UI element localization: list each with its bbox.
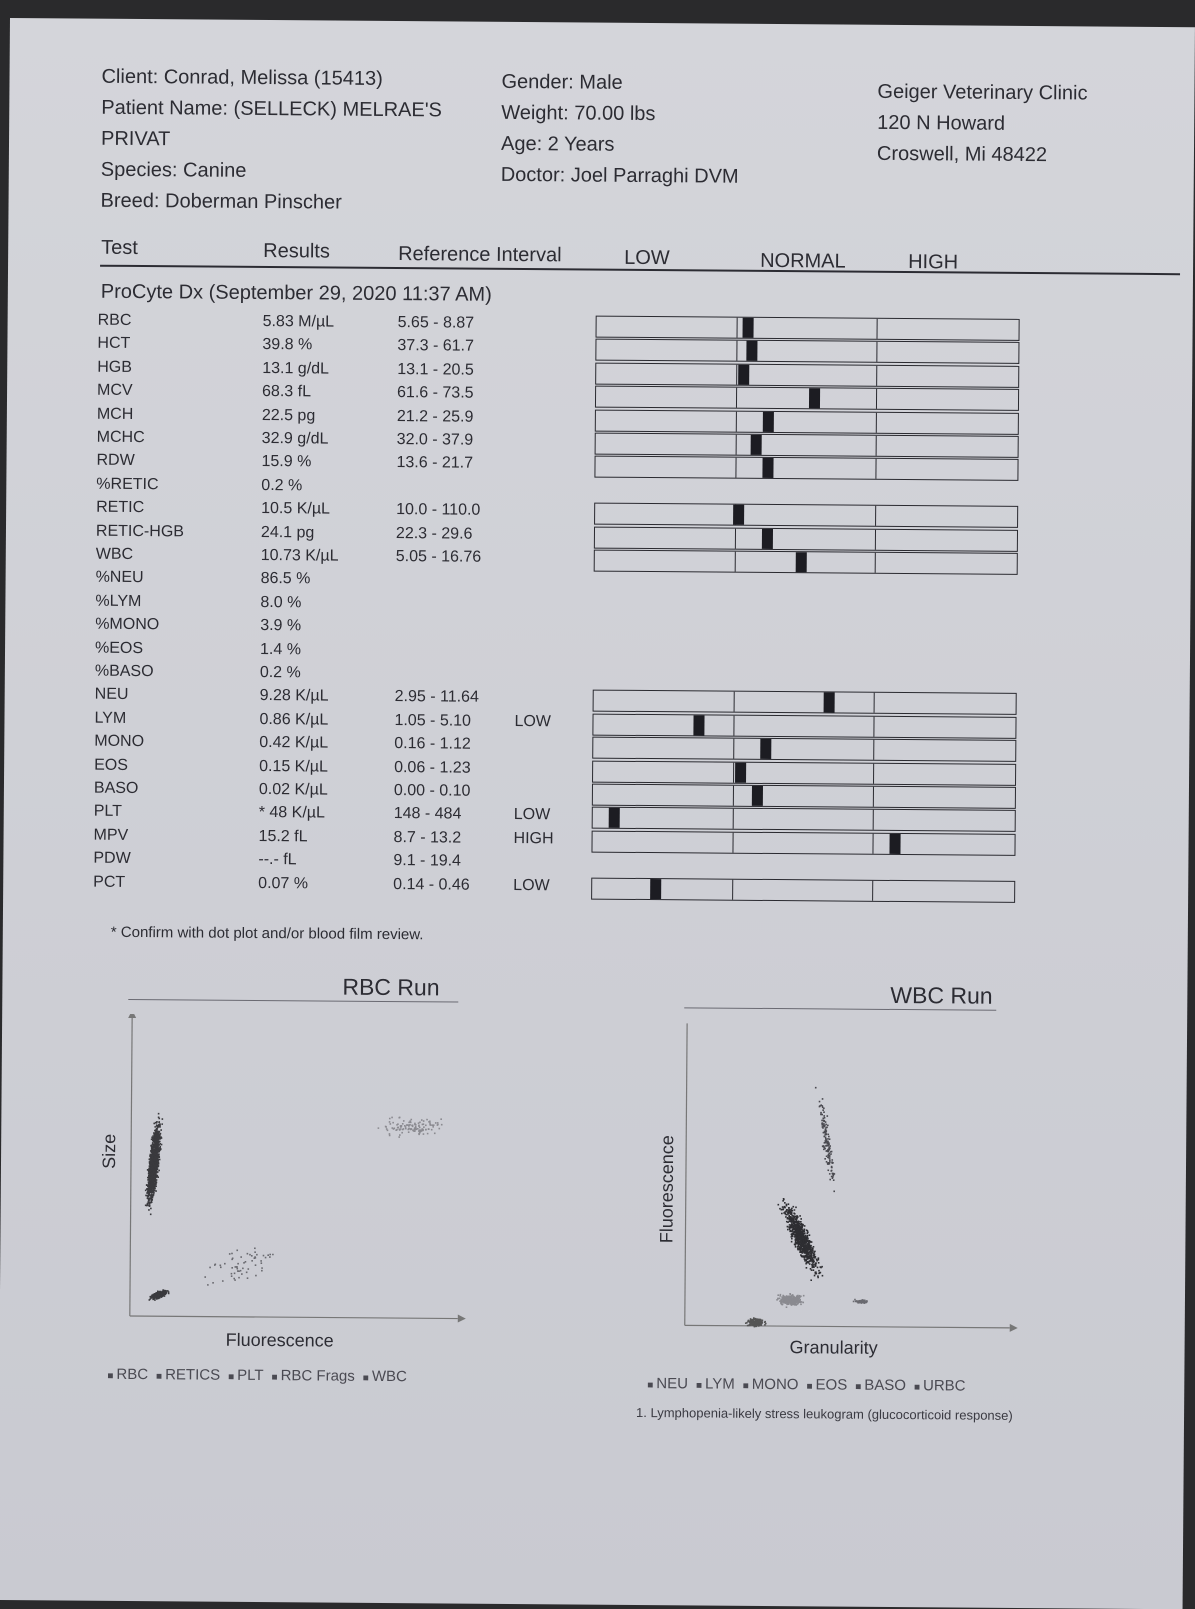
test-result: 1.4 % <box>259 640 302 658</box>
range-marker <box>752 786 763 806</box>
clinic-info <box>877 77 1088 172</box>
range-marker <box>795 552 806 572</box>
test-result: 8.0 % <box>260 593 302 612</box>
test-result: 24.1 pg <box>260 523 315 541</box>
test-result: 0.2 % <box>261 476 303 495</box>
clinic-street: 120 N Howard <box>877 111 1006 135</box>
legend-swatch: ■ <box>742 1380 749 1392</box>
test-name: RBC <box>97 311 132 329</box>
test-result: --.- fL <box>258 851 297 869</box>
test-result: 86.5 % <box>260 570 311 588</box>
range-marker <box>762 529 773 549</box>
clinic-name: Geiger Veterinary Clinic <box>877 80 1088 105</box>
range-marker <box>609 808 620 828</box>
test-name: MCH <box>96 405 134 423</box>
range-bar <box>592 713 1016 738</box>
col-header-reference: Reference Interval <box>398 243 562 267</box>
result-flag: LOW <box>513 876 550 894</box>
test-result: 0.42 K/µL <box>259 734 329 752</box>
age: Age: 2 Years <box>500 132 615 156</box>
wbc-run-title: WBC Run <box>890 981 993 1009</box>
wbc-x-axis-label: Granularity <box>789 1337 878 1358</box>
range-bar <box>592 807 1016 832</box>
reference-interval: 0.16 - 1.12 <box>394 735 471 753</box>
species: Species: Canine <box>100 158 247 182</box>
range-marker <box>693 715 704 735</box>
test-name: LYM <box>94 709 127 727</box>
rbc-dot-plot <box>100 1014 473 1337</box>
doctor: Doctor: Joel Parraghi DVM <box>500 163 739 188</box>
test-name: BASO <box>93 779 139 798</box>
patient-info <box>501 67 740 193</box>
test-result: * 48 K/µL <box>258 804 325 822</box>
col-header-high: HIGH <box>908 251 959 274</box>
result-flag: HIGH <box>513 829 554 848</box>
legend-swatch: ■ <box>362 1372 369 1384</box>
reference-interval: 9.1 - 19.4 <box>393 852 462 870</box>
test-result: 39.8 % <box>262 336 313 354</box>
legend-label: MONO <box>751 1375 799 1394</box>
range-bar <box>592 737 1016 762</box>
col-header-normal: NORMAL <box>760 249 846 273</box>
reference-interval: 22.3 - 29.6 <box>395 524 473 543</box>
range-marker <box>824 693 835 713</box>
range-bar <box>595 362 1019 387</box>
test-result: 15.9 % <box>261 453 312 471</box>
test-result: 3.9 % <box>260 617 302 635</box>
legend-label: PLT <box>237 1366 264 1385</box>
range-marker <box>760 739 771 759</box>
range-bar <box>594 503 1018 528</box>
legend-swatch: ■ <box>855 1381 862 1393</box>
reference-interval: 21.2 - 25.9 <box>396 407 474 426</box>
test-name: NEU <box>94 686 129 704</box>
test-result: 68.3 fL <box>262 383 312 401</box>
reference-interval: 10.0 - 110.0 <box>396 501 481 519</box>
test-result: 10.73 K/µL <box>260 546 339 565</box>
reference-interval: 0.00 - 0.10 <box>393 782 471 800</box>
result-flag: LOW <box>513 806 551 824</box>
test-name: WBC <box>95 545 134 563</box>
rbc-legend <box>107 1366 407 1385</box>
test-name: %EOS <box>94 639 144 657</box>
reference-interval: 5.65 - 8.87 <box>397 314 475 332</box>
legend-swatch: ■ <box>271 1372 278 1384</box>
range-marker <box>650 879 661 899</box>
test-name: MPV <box>93 826 129 844</box>
test-name: RETIC <box>96 498 145 517</box>
range-bar <box>595 339 1019 364</box>
col-header-low: LOW <box>624 246 670 270</box>
range-bar <box>595 409 1019 434</box>
test-name: RDW <box>96 452 135 470</box>
legend-label: RBC Frags <box>280 1367 355 1385</box>
test-name: HCT <box>97 335 131 353</box>
range-bar <box>594 526 1018 551</box>
rbc-run-title: RBC Run <box>342 973 440 1001</box>
test-result: 0.15 K/µL <box>259 757 329 776</box>
weight: Weight: 70.00 lbs <box>501 101 656 126</box>
test-name: MCV <box>97 381 133 400</box>
range-bar <box>593 690 1017 715</box>
test-result: 0.07 % <box>258 874 309 892</box>
reference-interval: 61.6 - 73.5 <box>397 384 474 402</box>
test-result: 32.9 g/dL <box>261 429 329 448</box>
legend-label: BASO <box>864 1376 907 1395</box>
test-result: 22.5 pg <box>261 406 316 425</box>
legend-swatch: ■ <box>107 1370 114 1382</box>
reference-interval: 37.3 - 61.7 <box>397 337 475 356</box>
test-result: 15.2 fL <box>258 827 308 846</box>
legend-swatch: ■ <box>913 1382 921 1394</box>
range-bar <box>592 784 1016 809</box>
wbc-dot-plot <box>660 1021 1033 1344</box>
patient-name-cont: PRIVAT <box>100 127 171 151</box>
test-name: %MONO <box>95 615 160 634</box>
test-name: HGB <box>97 358 132 376</box>
test-result: 0.86 K/µL <box>259 710 329 729</box>
test-name: %LYM <box>95 592 142 610</box>
clinic-city: Croswell, Mi 48422 <box>876 142 1048 167</box>
range-bar <box>595 386 1019 411</box>
test-name: PDW <box>93 849 131 868</box>
reference-interval: 8.7 - 13.2 <box>393 828 462 847</box>
reference-interval: 0.14 - 0.46 <box>393 875 470 894</box>
client-info <box>100 62 442 220</box>
test-result: 0.02 K/µL <box>258 780 328 799</box>
test-name: PCT <box>93 873 126 891</box>
legend-swatch: ■ <box>156 1371 163 1383</box>
range-bar <box>591 877 1015 902</box>
reference-interval: 32.0 - 37.9 <box>396 431 474 449</box>
range-marker <box>738 365 749 385</box>
reference-interval: 13.6 - 21.7 <box>396 454 474 473</box>
range-marker <box>733 505 744 525</box>
reference-interval: 148 - 484 <box>393 805 462 823</box>
test-name: %NEU <box>95 569 144 587</box>
reference-interval: 13.1 - 20.5 <box>397 360 474 379</box>
range-bar <box>592 760 1016 785</box>
range-marker <box>809 388 820 408</box>
legend-label: RETICS <box>165 1366 221 1384</box>
range-marker <box>750 435 761 455</box>
legend-label: LYM <box>704 1375 735 1393</box>
reference-interval: 2.95 - 11.64 <box>394 688 479 707</box>
range-marker <box>747 341 758 361</box>
range-bar <box>594 550 1018 575</box>
rbc-x-axis-label: Fluorescence <box>225 1329 334 1351</box>
test-result: 10.5 K/µL <box>261 500 331 518</box>
legend-label: EOS <box>815 1376 848 1394</box>
range-marker <box>890 834 901 854</box>
patient-name: Patient Name: (SELLECK) MELRAE'S <box>101 96 442 122</box>
col-header-test: Test <box>101 236 138 260</box>
range-marker <box>763 458 774 478</box>
result-flag: LOW <box>514 712 552 731</box>
test-name: EOS <box>94 756 129 774</box>
wbc-comment: 1. Lymphopenia-likely stress leukogram (glucocorticoid response) <box>636 1404 1013 1423</box>
test-result: 5.83 M/µL <box>262 312 335 331</box>
section-title: ProCyte Dx (September 29, 2020 11:37 AM) <box>100 280 492 306</box>
legend-label: RBC <box>116 1365 149 1384</box>
rbc-y-axis-label: Size <box>98 1133 120 1169</box>
wbc-legend <box>647 1375 965 1394</box>
range-bar <box>594 456 1018 481</box>
legend-swatch: ■ <box>228 1371 235 1383</box>
test-name: MCHC <box>96 428 145 447</box>
range-marker <box>743 318 754 338</box>
test-result: 9.28 K/µL <box>259 687 329 705</box>
test-result: 0.2 % <box>259 663 301 682</box>
legend-swatch: ■ <box>695 1380 703 1392</box>
legend-label: NEU <box>656 1375 689 1393</box>
test-name: %RETIC <box>96 475 159 493</box>
range-marker <box>735 762 746 782</box>
test-name: PLT <box>93 803 122 821</box>
range-bar <box>591 830 1015 855</box>
legend-label: WBC <box>371 1367 407 1386</box>
breed: Breed: Doberman Pinscher <box>100 189 342 214</box>
reference-interval: 0.06 - 1.23 <box>394 758 471 777</box>
test-result: 13.1 g/dL <box>262 359 330 378</box>
client-name: Client: Conrad, Melissa (15413) <box>101 65 383 90</box>
lab-report-sheet <box>0 18 1195 1609</box>
test-name: MONO <box>94 732 145 751</box>
gender: Gender: Male <box>501 70 623 94</box>
range-bar <box>596 316 1020 341</box>
reference-interval: 5.05 - 16.76 <box>395 548 482 566</box>
wbc-y-axis-label: Fluorescence <box>656 1135 678 1244</box>
reference-interval: 1.05 - 5.10 <box>394 711 472 730</box>
test-name: %BASO <box>94 662 154 681</box>
test-name: RETIC-HGB <box>95 522 185 540</box>
col-header-results: Results <box>263 239 330 263</box>
legend-swatch: ■ <box>806 1381 813 1393</box>
legend-label: URBC <box>922 1377 966 1395</box>
range-marker <box>763 412 774 432</box>
footnote: * Confirm with dot plot and/or blood film review. <box>110 923 424 944</box>
legend-swatch: ■ <box>647 1380 654 1392</box>
range-bar <box>595 433 1019 458</box>
